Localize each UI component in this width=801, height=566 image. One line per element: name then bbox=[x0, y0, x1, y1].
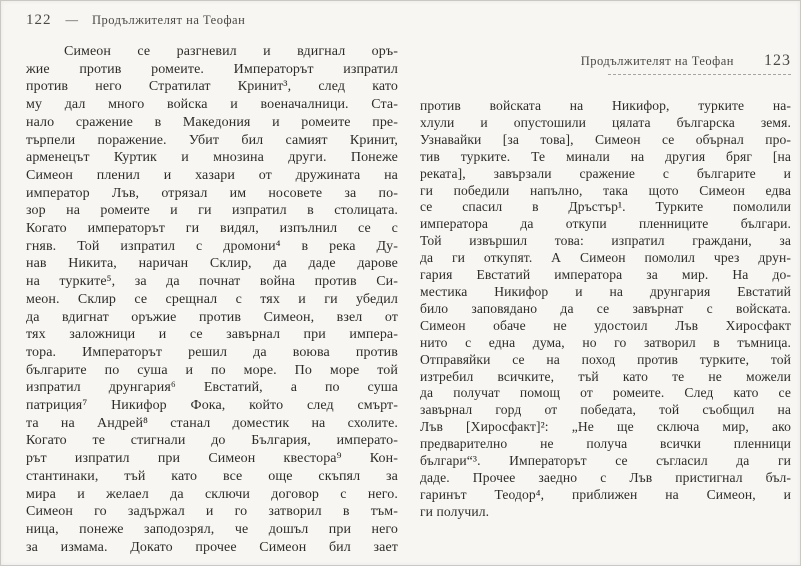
text-line: рът изпратил при Симеон квестора⁹ Кон- bbox=[26, 451, 398, 467]
text-line: Симеон се разгневил и вдигнал оръ- bbox=[64, 44, 398, 59]
text-line: мира и желаел да сключи договор с него. bbox=[26, 486, 398, 502]
text-line: ги победили напълно, така щото Симеон едва bbox=[420, 182, 791, 198]
text-line: било заповядано да се завърнат с войската. bbox=[420, 300, 791, 316]
text-line: против войската на Никифор, турките на- bbox=[420, 98, 791, 113]
text-line: Когато императорът ги видял, изпълнил се с bbox=[26, 221, 398, 237]
text-line: реката], завързали сражение с българите и bbox=[420, 165, 791, 181]
text-line: меон. Склир се срещнал с тях и ги убедил bbox=[26, 291, 398, 307]
text-line: се спасил в Дръстър¹. Турките помолили bbox=[420, 199, 791, 215]
left-running-title: Продължителят на Теофан bbox=[92, 13, 246, 27]
text-line: местика Никифор и на друнгария Евстатий bbox=[420, 283, 791, 299]
text-line: Лъв [Хиросфакт]²: „Не ще сключа мир, ако bbox=[420, 419, 791, 435]
text-line: изтребил всичките, тъй като те не можели bbox=[420, 368, 791, 384]
text-line: стантинаки, тъй като все още скъпял за bbox=[26, 468, 398, 484]
text-line: търпели поражение. Убит бил самият Кринит, bbox=[26, 132, 398, 148]
text-line: гария Евстатий императора за мир. На до- bbox=[420, 267, 791, 283]
text-line: гняв. Той изпратил с дромони⁴ в река Ду- bbox=[26, 238, 398, 254]
text-line: Узнавайки [за това], Симеон се обърнал про- bbox=[420, 131, 791, 147]
header-rule bbox=[608, 74, 791, 75]
right-page-number: 123 bbox=[764, 52, 791, 69]
text-line: да вдигнат оръжие против Симеон, взел от bbox=[26, 309, 398, 325]
text-line: предварително не получа всички пленници bbox=[420, 436, 791, 452]
text-line: българи“³. Императорът се съгласил да ги bbox=[420, 453, 791, 469]
text-line: та на Андрей⁸ станал доместик на схолите. bbox=[26, 415, 398, 431]
text-line: гаринът Теодор⁴, приближен на Симеон, и bbox=[420, 486, 791, 502]
right-page-body bbox=[420, 98, 791, 521]
header-dash: — bbox=[65, 13, 78, 27]
right-running-title: Продължителят на Теофан bbox=[580, 54, 734, 68]
text-line: изпратил друнгария⁶ Евстатий, а по суша bbox=[26, 380, 398, 396]
text-line: нито с една дума, но го затворил в тъмница. bbox=[420, 334, 791, 350]
text-line: на турките⁵, за да почнат война против Си- bbox=[26, 274, 398, 290]
text-line: му дал много войска и военачалници. Ста- bbox=[26, 97, 398, 113]
left-page-body bbox=[26, 43, 398, 556]
text-line: ница, понеже заподозрял, че дошъл при него bbox=[26, 521, 398, 537]
text-line: Симеон го задържал и го затворил в тъм- bbox=[26, 504, 398, 520]
text-line: даде. Прочее заедно с Лъв пристигнал бъл- bbox=[420, 469, 791, 485]
text-line: да ги откупят. А Симеон помолил чрез друн- bbox=[420, 250, 791, 266]
text-line: зор на ромеите и ги изпратил в столицата. bbox=[26, 203, 398, 219]
text-line: Когато те стигнали до България, императо- bbox=[26, 433, 398, 449]
text-line: нало сражение в Македония и ромеите пре- bbox=[26, 114, 398, 130]
text-line: император Лъв, отрязал им носовете за по- bbox=[26, 185, 398, 201]
text-line: Отправяйки се на поход против турките, той bbox=[420, 351, 791, 367]
text-line: против него Стратилат Кринит³, след като bbox=[26, 79, 398, 95]
text-line: Той извършил това: изпратил граждани, за bbox=[420, 233, 791, 249]
text-line: нав Никита, наричан Склир, да даде дарове bbox=[26, 256, 398, 272]
left-page-header bbox=[26, 12, 398, 32]
text-line: тив турките. Те минали на другия бряг [на bbox=[420, 148, 791, 164]
text-line: завърнал горд от победата, той съобщил на bbox=[420, 402, 791, 418]
right-page bbox=[420, 52, 791, 521]
text-line: арменецът Куртик и мнозина други. Понеже bbox=[26, 150, 398, 166]
left-page-number: 122 bbox=[26, 12, 52, 28]
text-line: тора. Императорът решил да воюва против bbox=[26, 344, 398, 360]
text-line: императора да откупи пленниците българи. bbox=[420, 216, 791, 232]
left-page bbox=[26, 12, 398, 556]
text-line: патриция⁷ Никифор Фока, който след смърт- bbox=[26, 398, 398, 414]
text-line: да получат помощ от ромеите. След като се bbox=[420, 385, 791, 401]
right-page-header bbox=[420, 52, 791, 72]
text-line: за измама. Докато прочее Симеон бил зает bbox=[26, 539, 398, 555]
text-line: ги получил. bbox=[420, 503, 490, 519]
text-line: Симеон пленил и хазари от дружината на bbox=[26, 167, 398, 183]
text-line: тях заложници и се завърнал при импера- bbox=[26, 327, 398, 343]
text-line: жие против ромеите. Императорът изпратил bbox=[26, 61, 398, 77]
text-line: българите по суша и по море. По море той bbox=[26, 362, 398, 378]
text-line: Симеон обаче не удостоил Лъв Хиросфакт bbox=[420, 317, 791, 333]
text-line: хлули и опустошили цялата българска земя. bbox=[420, 114, 791, 130]
